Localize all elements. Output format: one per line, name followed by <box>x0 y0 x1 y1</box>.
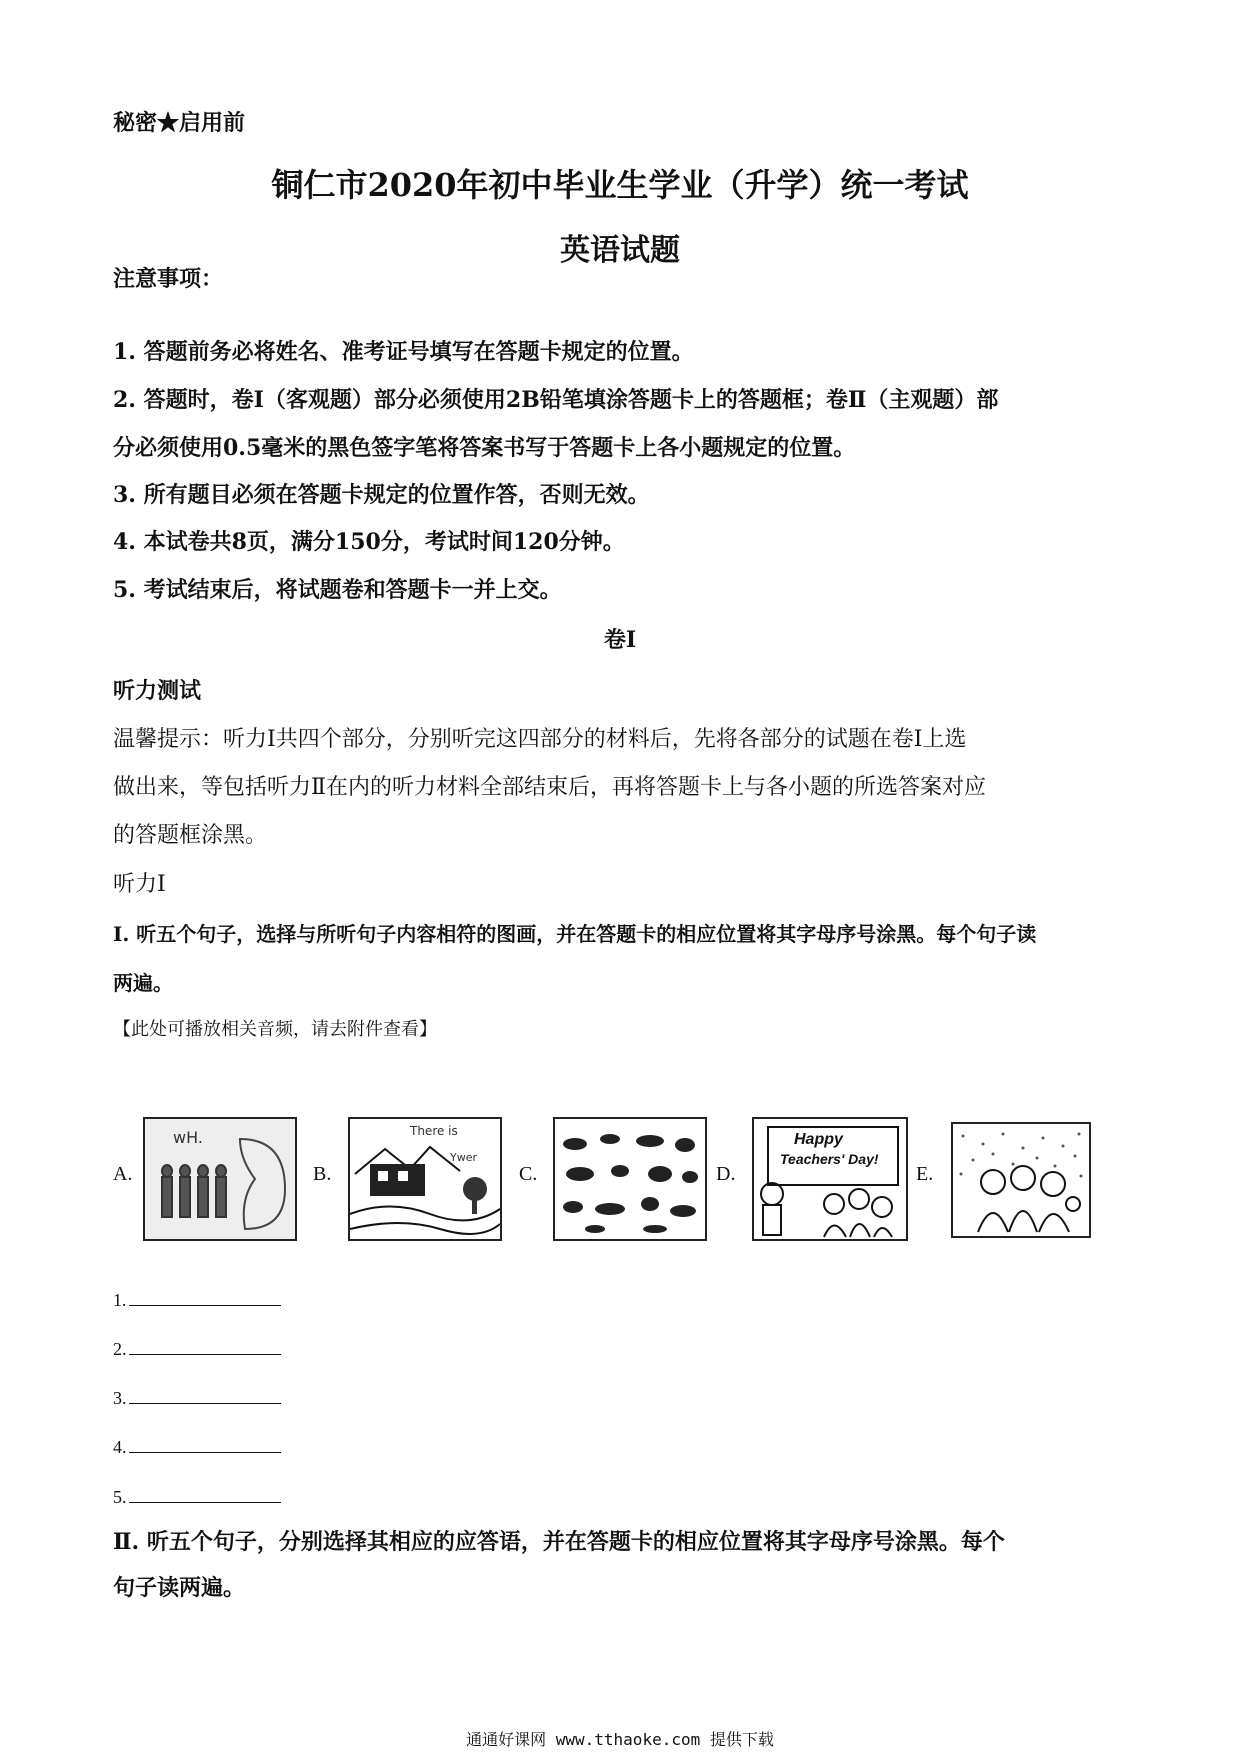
blank-number: 3. <box>113 1388 127 1408</box>
notice-item-3: 3. 所有题目必须在答题卡规定的位置作答，否则无效。 <box>113 482 650 508</box>
answer-blank-4[interactable] <box>113 1434 281 1458</box>
notice-item-4: 4. 本试卷共8页，满分150分，考试时间120分钟。 <box>113 529 625 555</box>
blank-number: 4. <box>113 1437 127 1457</box>
notice-item-2a: 2. 答题时，卷Ⅰ（客观题）部分必须使用2B铅笔填涂答题卡上的答题框；卷Ⅱ（主观题）部 <box>113 387 999 413</box>
notice-item-5: 5. 考试结束后，将试题卷和答题卡一并上交。 <box>113 577 562 603</box>
option-e-label: E. <box>916 1163 934 1185</box>
audio-note: 【此处可播放相关音频，请去附件查看】 <box>113 1019 437 1040</box>
svg-text:Ywer: Ywer <box>450 1151 478 1164</box>
blank-number: 1. <box>113 1290 127 1310</box>
notice-item-1: 1. 答题前务必将姓名、准考证号填写在答题卡规定的位置。 <box>113 339 694 365</box>
option-a-label: A. <box>113 1163 133 1185</box>
option-c-label: C. <box>519 1163 538 1185</box>
tip-line-2: 做出来，等包括听力Ⅱ在内的听力材料全部结束后，再将答题卡上与各小题的所选答案对应 <box>113 775 986 800</box>
notice-item-2b: 分必须使用0.5毫米的黑色签字笔将答案书写于答题卡上各小题规定的位置。 <box>113 435 856 461</box>
part1-line-1: Ⅰ. 听五个句子，选择与所听句子内容相符的图画，并在答题卡的相应位置将其字母序号涂黑。每个句子读 <box>113 922 1037 946</box>
footer-text: 通通好课网 www.tthaoke.com 提供下载 <box>466 1730 774 1749</box>
answer-blank-5[interactable] <box>113 1484 281 1508</box>
teachers-day-text: Teachers' Day! <box>780 1151 879 1167</box>
blank-number: 5. <box>113 1487 127 1507</box>
landscape-picture-icon <box>348 1117 502 1241</box>
blank-number: 2. <box>113 1339 127 1359</box>
part1-line-2: 两遍。 <box>113 971 173 995</box>
option-b-label: B. <box>313 1163 332 1185</box>
exam-subtitle: 英语试题 <box>560 233 680 268</box>
svg-text:There is: There is <box>410 1124 458 1138</box>
animals-picture-icon <box>553 1117 707 1241</box>
answer-blank-3[interactable] <box>113 1385 281 1409</box>
tip-line-1: 温馨提示：听力Ⅰ共四个部分，分别听完这四部分的材料后，先将各部分的试题在卷Ⅰ上选 <box>113 727 967 752</box>
listening-heading: 听力测试 <box>113 678 202 704</box>
part2-line-2: 句子读两遍。 <box>113 1575 246 1601</box>
exam-title: 铜仁市2020年初中毕业生学业（升学）统一考试 <box>271 166 969 204</box>
answer-blank-1[interactable] <box>113 1287 281 1311</box>
part2-line-1: Ⅱ. 听五个句子，分别选择其相应的应答语，并在答题卡的相应位置将其字母序号涂黑。每个 <box>113 1529 1005 1555</box>
teachers-day-picture-icon <box>752 1117 908 1241</box>
tip-line-3: 的答题框涂黑。 <box>113 823 268 848</box>
notice-heading: 注意事项： <box>113 266 224 292</box>
secret-label: 秘密★启用前 <box>113 110 246 136</box>
people-picture-icon <box>143 1117 297 1241</box>
answer-blank-2[interactable] <box>113 1336 281 1360</box>
option-d-label: D. <box>716 1163 736 1185</box>
volume-label: 卷Ⅰ <box>603 627 637 653</box>
snow-picture-icon <box>951 1122 1091 1238</box>
happy-text: Happy <box>794 1131 843 1148</box>
svg-text:wH.: wH. <box>173 1128 203 1147</box>
listening-one-label: 听力Ⅰ <box>113 872 166 897</box>
